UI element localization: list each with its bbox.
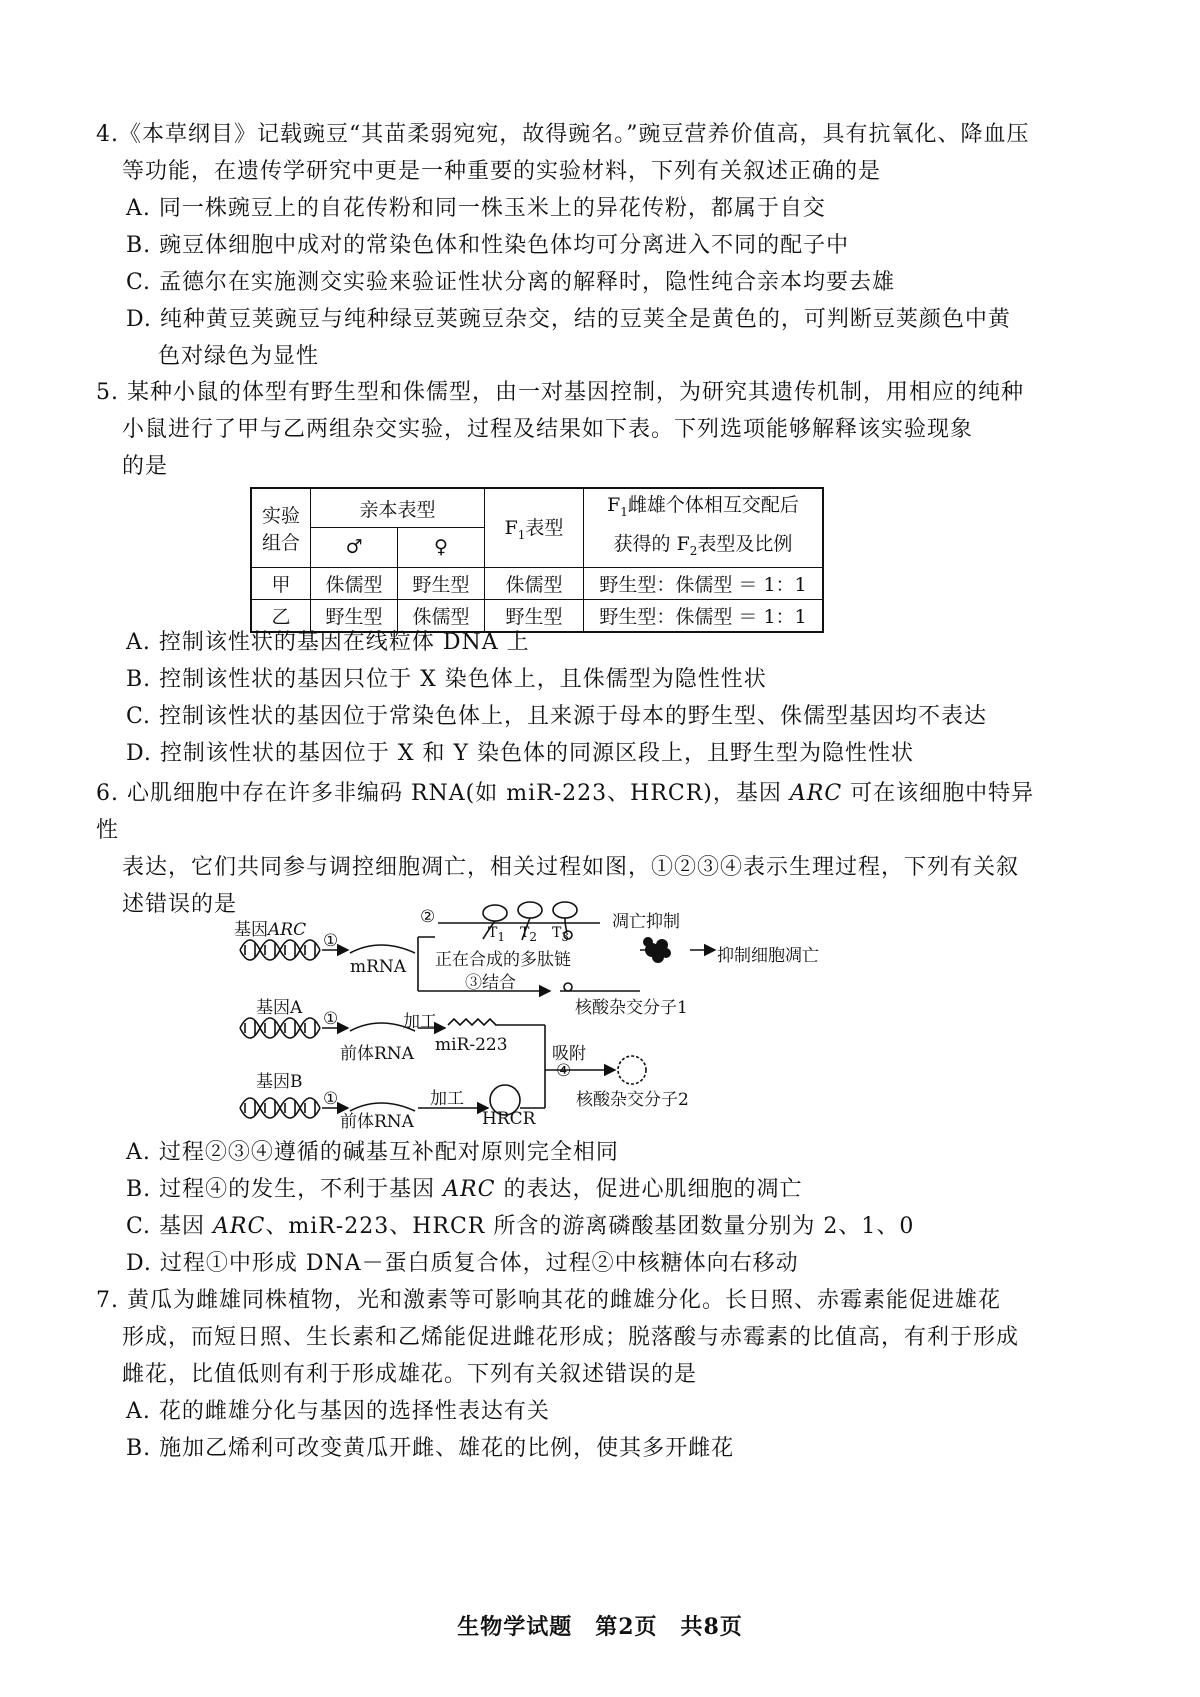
label-pre-rna-a: 前体RNA — [340, 1044, 414, 1064]
q7-option-b: B. 施加乙烯利可改变黄瓜开雌、雄花的比例，使其多开雌花 — [126, 1436, 735, 1461]
cell-group: 甲 — [251, 567, 311, 599]
cell-female: 侏儒型 — [398, 599, 485, 632]
header-parent-phenotype: 亲本表型 — [311, 488, 485, 528]
q6-option-c: C. 基因 ARC、miR-223、HRCR 所含的游离磷酸基团数量分别为 2、1、0 — [126, 1214, 915, 1239]
label-hybrid-2: 核酸杂交分子2 — [576, 1090, 689, 1110]
label-gene-b: 基因B — [256, 1072, 303, 1092]
cell-f1: 侏儒型 — [485, 567, 584, 599]
q5-option-c: C. 控制该性状的基因位于常染色体上，且来源于母本的野生型、侏儒型基因均不表达 — [126, 704, 988, 729]
q5-option-b: B. 控制该性状的基因只位于 X 染色体上，且侏儒型为隐性性状 — [126, 667, 767, 692]
label-t1: $T_1$ — [488, 925, 505, 944]
q4-option-d-line-2: 色对绿色为显性 — [158, 344, 320, 369]
label-apoptosis-inhibit: 凋亡抑制 — [612, 912, 680, 932]
mir-223-icon — [448, 1019, 496, 1025]
diagram-graphics — [220, 895, 860, 1135]
label-t3: $T_3$ — [552, 925, 569, 944]
question-4 — [96, 116, 1056, 375]
q6-stem-line-3: 述错误的是 — [122, 892, 238, 917]
q5-stem-line-3: 的是 — [122, 454, 169, 479]
q5-stem-line-1: 5. 某种小鼠的体型有野生型和侏儒型，由一对基因控制，为研究其遗传机制，用相应的纯种 — [96, 380, 1024, 405]
label-process-2: ② — [420, 907, 436, 927]
label-process-a: 加工 — [403, 1012, 437, 1032]
regulation-diagram — [220, 895, 860, 1135]
dna-b-icon — [240, 1098, 320, 1118]
q7-stem-line-2: 形成，而短日照、生长素和乙烯能促进雌花形成；脱落酸与赤霉素的比值高，有利于形成 — [122, 1325, 1020, 1350]
cell-male: 野生型 — [311, 599, 398, 632]
question-6-options — [96, 1134, 1056, 1282]
label-process-1b: ① — [323, 1009, 339, 1029]
label-adsorb: 吸附 — [552, 1044, 586, 1064]
question-5-options — [96, 624, 1056, 772]
header-f1-phenotype: $F_1$表型 — [485, 488, 584, 567]
q6-option-d: D. 过程①中形成 DNA－蛋白质复合体，过程②中核糖体向右移动 — [126, 1251, 799, 1276]
q4-option-d-line-1: D. 纯种黄豆荚豌豆与纯种绿豆荚豌豆杂交，结的豆荚全是黄色的，可判断豆荚颜色中黄 — [126, 307, 1011, 332]
label-process-1c: ① — [323, 1089, 339, 1109]
cross-results-table — [250, 487, 824, 633]
cell-f2: 野生型：侏儒型 ＝ 1：1 — [584, 567, 824, 599]
header-male: ♂ — [311, 528, 398, 567]
label-process-b: 加工 — [430, 1089, 464, 1109]
question-7 — [96, 1282, 1056, 1467]
cell-f2: 野生型：侏儒型 ＝ 1：1 — [584, 599, 824, 632]
cell-female: 野生型 — [398, 567, 485, 599]
label-polypeptide: 正在合成的多肽链 — [435, 950, 571, 970]
hybrid-molecule-2-icon — [618, 1056, 646, 1084]
hybrid-molecule-1-icon — [560, 983, 640, 991]
label-process-3: ③结合 — [465, 973, 516, 993]
q4-option-a: A. 同一株豌豆上的自花传粉和同一株玉米上的异花传粉，都属于自交 — [126, 196, 826, 221]
q6-option-b: B. 过程④的发生，不利于基因 ARC 的表达，促进心肌细胞的凋亡 — [126, 1177, 803, 1202]
header-female: ♀ — [398, 528, 485, 567]
label-mrna: mRNA — [350, 957, 407, 977]
q5-option-a: A. 控制该性状的基因在线粒体 DNA 上 — [126, 630, 530, 655]
label-process-1a: ① — [323, 931, 339, 951]
protein-blob-icon — [643, 937, 671, 963]
q7-option-a: A. 花的雌雄分化与基因的选择性表达有关 — [126, 1399, 550, 1424]
q4-option-c: C. 孟德尔在实施测交实验来验证性状分离的解释时，隐性纯合亲本均要去雄 — [126, 270, 896, 295]
q7-stem-line-1: 7. 黄瓜为雌雄同株植物，光和激素等可影响其花的雌雄分化。长日照、赤霉素能促进雄花 — [96, 1288, 1001, 1313]
label-t2: $T_2$ — [520, 925, 537, 944]
dna-a-icon — [240, 1018, 320, 1038]
cell-group: 乙 — [251, 599, 311, 632]
header-experiment: 实验 组合 — [251, 488, 311, 567]
table-row — [251, 567, 823, 599]
q5-stem-line-2: 小鼠进行了甲与乙两组杂交实验，过程及结果如下表。下列选项能够解释该实验现象 — [122, 417, 974, 442]
cell-f1: 野生型 — [485, 599, 584, 632]
header-f2-phenotype: $F_1$雌雄个体相互交配后 获得的 $F_2$表型及比例 — [584, 488, 824, 567]
cell-male: 侏儒型 — [311, 567, 398, 599]
q6-stem-line-1: 6. 心肌细胞中存在许多非编码 RNA(如 miR-223、HRCR)，基因 ARC 可在该细胞中特异性 — [96, 781, 1035, 843]
q4-stem-line-2: 等功能，在遗传学研究中更是一种重要的实验材料，下列有关叙述正确的是 — [122, 159, 882, 184]
label-mir-223: miR-223 — [435, 1035, 508, 1055]
page-footer: 生物学试题 第2页 共8页 — [457, 1614, 743, 1640]
question-5 — [96, 374, 1056, 485]
q4-option-b: B. 豌豆体细胞中成对的常染色体和性染色体均可分离进入不同的配子中 — [126, 233, 850, 258]
label-process-4: ④ — [556, 1061, 572, 1081]
q7-stem-line-3: 雌花，比值低则有利于形成雄花。下列有关叙述错误的是 — [122, 1362, 698, 1387]
label-inhibit-cell-apoptosis: 抑制细胞凋亡 — [717, 946, 819, 966]
q6-option-a: A. 过程②③④遵循的碱基互补配对原则完全相同 — [126, 1140, 619, 1165]
label-hybrid-1: 核酸杂交分子1 — [575, 998, 688, 1018]
dna-arc-icon — [240, 940, 320, 960]
label-gene-arc: 基因ARC — [234, 920, 307, 940]
label-gene-a: 基因A — [256, 998, 303, 1018]
q5-option-d: D. 控制该性状的基因位于 X 和 Y 染色体的同源区段上，且野生型为隐性性状 — [126, 741, 915, 766]
q4-stem-line-1: 4.《本草纲目》记载豌豆“其苗柔弱宛宛，故得豌名。”豌豆营养价值高，具有抗氧化、降血压 — [96, 122, 1030, 147]
label-pre-rna-b: 前体RNA — [340, 1112, 414, 1132]
label-hrcr: HRCR — [482, 1109, 536, 1129]
q6-stem-line-2: 表达，它们共同参与调控细胞凋亡，相关过程如图，①②③④表示生理过程，下列有关叙 — [122, 855, 1020, 880]
